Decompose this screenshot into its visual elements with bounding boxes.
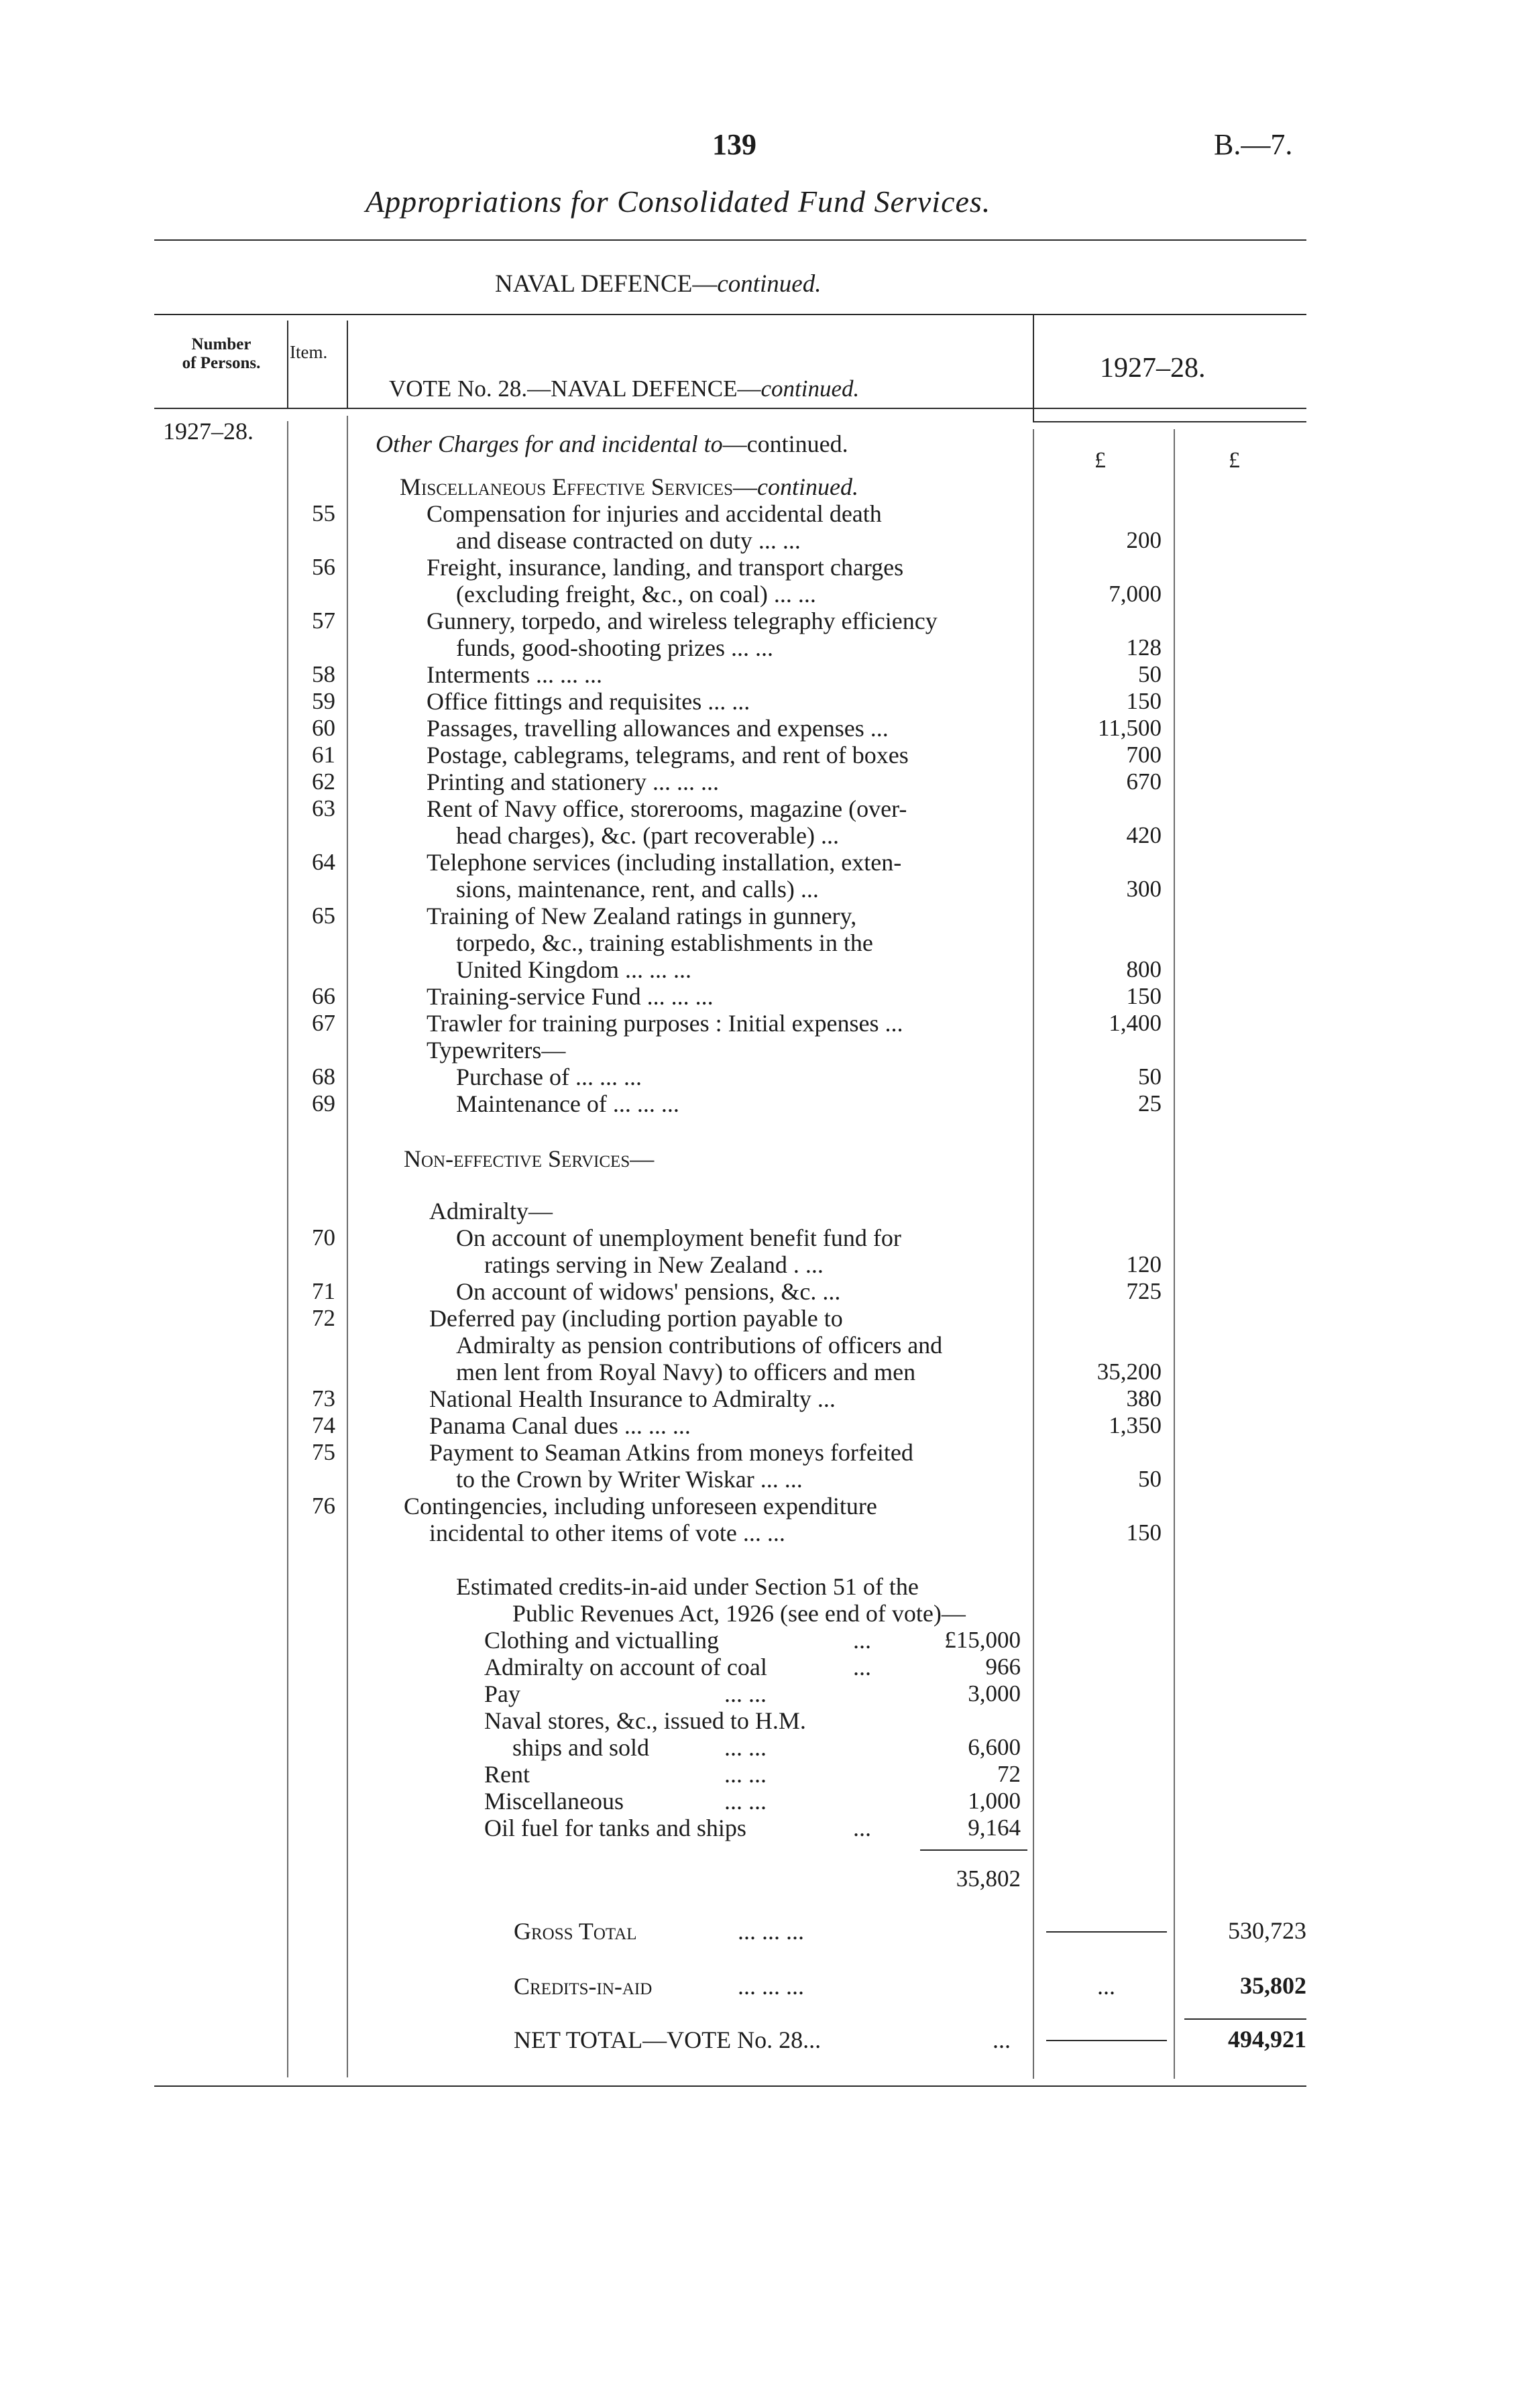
item-text: Deferred pay (including portion payable to <box>429 1305 843 1332</box>
credit-leader: ... <box>853 1815 871 1841</box>
gross-total-value: 530,723 <box>1228 1917 1306 1944</box>
credits-intro: Public Revenues Act, 1926 (see end of vote)— <box>512 1600 966 1627</box>
item-text: sions, maintenance, rent, and calls) ... <box>456 876 819 903</box>
gross-total-dash <box>1046 1931 1167 1933</box>
column-rule <box>287 321 288 409</box>
credit-value: 9,164 <box>968 1815 1021 1841</box>
credit-leader: ... <box>853 1627 871 1654</box>
page-title: Appropriations for Consolidated Fund Services. <box>365 184 991 219</box>
footer-rule <box>154 2085 1306 2087</box>
credit-label: ships and sold <box>512 1734 650 1761</box>
misc-effective-suffix: continued. <box>756 473 858 500</box>
item-amount: 128 <box>1126 634 1162 661</box>
section-rule <box>154 314 1306 315</box>
section-suffix: continued. <box>717 270 822 298</box>
credit-value: £15,000 <box>944 1627 1021 1653</box>
column-rule <box>1033 315 1034 422</box>
item-number: 72 <box>312 1305 335 1331</box>
credit-value: 966 <box>985 1654 1021 1680</box>
item-text: head charges), &c. (part recoverable) ... <box>456 822 840 849</box>
item-number: 71 <box>312 1278 335 1304</box>
item-text: Payment to Seaman Atkins from moneys forfeited <box>429 1439 913 1466</box>
item-amount: 380 <box>1126 1385 1162 1412</box>
credit-label: Rent <box>484 1761 530 1788</box>
net-total-dash <box>1046 2040 1167 2041</box>
typewriters-heading: Typewriters— <box>427 1037 566 1064</box>
credit-leader: ... ... <box>724 1734 767 1761</box>
item-text: On account of unemployment benefit fund for <box>456 1224 901 1251</box>
item-text: Training of New Zealand ratings in gunnery, <box>427 903 857 929</box>
vote-title <box>389 376 859 402</box>
credit-value: 1,000 <box>968 1788 1021 1814</box>
item-text: On account of widows' pensions, &c. ... <box>456 1278 841 1305</box>
item-number: 73 <box>312 1385 335 1412</box>
item-text: incidental to other items of vote ... ... <box>429 1520 785 1546</box>
item-text: Gunnery, torpedo, and wireless telegraphy efficiency <box>427 608 938 634</box>
credit-leader: ... <box>853 1654 871 1680</box>
credit-leader: ... ... <box>724 1788 767 1815</box>
item-amount: 25 <box>1138 1090 1162 1116</box>
item-number: 74 <box>312 1412 335 1438</box>
column-rule <box>1174 429 1175 2079</box>
credit-value: 6,600 <box>968 1734 1021 1760</box>
item-text: Compensation for injuries and accidental death <box>427 500 882 527</box>
item-number: 62 <box>312 768 335 795</box>
item-amount: 50 <box>1138 1064 1162 1090</box>
persons-year: 1927–28. <box>163 418 253 445</box>
credits-in-aid-label: Credits-in-aid <box>514 1973 653 2000</box>
column-rule <box>1033 429 1034 2079</box>
credits-sum: 35,802 <box>956 1866 1021 1892</box>
item-text: Printing and stationery ... ... ... <box>427 768 719 795</box>
item-text: Training-service Fund ... ... ... <box>427 983 714 1010</box>
net-total-label: NET TOTAL—VOTE No. 28... <box>514 2026 822 2053</box>
item-amount: 800 <box>1126 956 1162 982</box>
item-amount: 50 <box>1138 1466 1162 1492</box>
item-number: 60 <box>312 715 335 741</box>
item-number: 67 <box>312 1010 335 1036</box>
other-charges-suffix: —continued. <box>722 431 848 457</box>
net-total-value: 494,921 <box>1228 2026 1306 2053</box>
credits-sum-rule <box>920 1849 1027 1851</box>
item-amount: 420 <box>1126 822 1162 848</box>
item-text: Freight, insurance, landing, and transport charges <box>427 554 904 581</box>
item-text: Interments ... ... ... <box>427 661 602 688</box>
item-amount: 150 <box>1126 983 1162 1009</box>
header-rule <box>154 239 1306 241</box>
column-rule <box>287 421 288 2077</box>
credit-leader: ... ... <box>724 1680 767 1707</box>
item-amount: 11,500 <box>1098 715 1162 741</box>
vote-title-suffix: continued. <box>760 376 860 402</box>
item-amount: 300 <box>1126 876 1162 902</box>
item-text: Panama Canal dues ... ... ... <box>429 1412 691 1439</box>
item-text: ratings serving in New Zealand . ... <box>484 1251 824 1278</box>
page-number: 139 <box>712 128 756 161</box>
item-amount: 200 <box>1126 527 1162 553</box>
item-text: Purchase of ... ... ... <box>456 1064 642 1090</box>
item-amount: 50 <box>1138 661 1162 687</box>
currency-symbol-left: £ <box>1094 448 1106 473</box>
other-charges-heading <box>376 431 848 457</box>
credit-label: Oil fuel for tanks and ships <box>484 1815 746 1841</box>
credit-label: Clothing and victualling <box>484 1627 719 1654</box>
item-number: 59 <box>312 688 335 714</box>
credits-intro: Estimated credits-in-aid under Section 51 of the <box>456 1573 919 1600</box>
item-text: Office fittings and requisites ... ... <box>427 688 750 715</box>
item-text: Passages, travelling allowances and expenses ... <box>427 715 889 742</box>
column-rule <box>347 416 348 2077</box>
item-text: Contingencies, including unforeseen expenditure <box>404 1493 877 1520</box>
item-text: funds, good-shooting prizes ... ... <box>456 634 773 661</box>
item-text: Maintenance of ... ... ... <box>456 1090 679 1117</box>
credit-label: Admiralty on account of coal <box>484 1654 767 1680</box>
item-text: United Kingdom ... ... ... <box>456 956 691 983</box>
item-amount: 7,000 <box>1109 581 1162 607</box>
net-total-leader: ... <box>993 2026 1011 2053</box>
credit-label: Pay <box>484 1680 520 1707</box>
item-amount: 35,200 <box>1096 1359 1162 1385</box>
header-bottom-rule <box>154 408 1306 409</box>
item-number: 65 <box>312 903 335 929</box>
misc-effective-heading <box>400 473 858 500</box>
item-number: 76 <box>312 1493 335 1519</box>
item-amount: 700 <box>1126 742 1162 768</box>
item-text: and disease contracted on duty ... ... <box>456 527 801 554</box>
item-number: 61 <box>312 742 335 768</box>
document-reference: B.—7. <box>1214 128 1293 161</box>
item-text: Admiralty as pension contributions of officers and <box>456 1332 943 1359</box>
credit-value: 3,000 <box>968 1680 1021 1707</box>
section-name: NAVAL DEFENCE <box>495 270 693 298</box>
item-amount: 725 <box>1126 1278 1162 1304</box>
item-text: National Health Insurance to Admiralty ... <box>429 1385 836 1412</box>
item-text: torpedo, &c., training establishments in the <box>456 929 873 956</box>
credit-value: 72 <box>997 1761 1021 1787</box>
item-text: Rent of Navy office, storerooms, magazine (over- <box>427 795 907 822</box>
item-header: Item. <box>290 342 328 362</box>
vote-title-text: VOTE No. 28.—NAVAL DEFENCE— <box>389 376 761 402</box>
item-text: (excluding freight, &c., on coal) ... ... <box>456 581 816 608</box>
item-number: 69 <box>312 1090 335 1116</box>
item-amount: 670 <box>1126 768 1162 795</box>
column-rule <box>347 321 348 409</box>
credits-in-aid-mid: ... <box>1097 1973 1115 2000</box>
currency-symbol-right: £ <box>1229 448 1240 473</box>
item-number: 66 <box>312 983 335 1009</box>
credit-label: Miscellaneous <box>484 1788 624 1815</box>
year-header: 1927–28. <box>1100 353 1206 384</box>
admiralty-heading: Admiralty— <box>429 1198 553 1224</box>
item-text: men lent from Royal Navy) to officers and men <box>456 1359 916 1385</box>
item-number: 56 <box>312 554 335 580</box>
item-number: 75 <box>312 1439 335 1465</box>
item-text: to the Crown by Writer Wiskar ... ... <box>456 1466 803 1493</box>
misc-effective-text: Miscellaneous Effective Services— <box>400 473 757 500</box>
item-amount: 150 <box>1126 688 1162 714</box>
item-number: 68 <box>312 1064 335 1090</box>
year-bottom-rule <box>1033 421 1306 422</box>
item-number: 70 <box>312 1224 335 1251</box>
item-text: Postage, cablegrams, telegrams, and rent of boxes <box>427 742 909 768</box>
other-charges-text: Other Charges for and incidental to <box>376 431 723 457</box>
credit-label: Naval stores, &c., issued to H.M. <box>484 1707 806 1734</box>
item-number: 55 <box>312 500 335 526</box>
item-amount: 1,400 <box>1109 1010 1162 1036</box>
item-number: 63 <box>312 795 335 821</box>
credits-in-aid-value: 35,802 <box>1240 1972 1306 1999</box>
item-number: 57 <box>312 608 335 634</box>
credits-in-aid-leader: ... ... ... <box>738 1973 804 2000</box>
item-number: 58 <box>312 661 335 687</box>
credit-leader: ... ... <box>724 1761 767 1788</box>
item-amount: 1,350 <box>1109 1412 1162 1438</box>
item-number: 64 <box>312 849 335 875</box>
item-text: Telephone services (including installation, exten- <box>427 849 902 876</box>
item-amount: 150 <box>1126 1520 1162 1546</box>
section-heading: NAVAL DEFENCE—continued. <box>495 270 822 298</box>
non-effective-heading: Non-effective Services— <box>404 1145 655 1172</box>
item-amount: 120 <box>1126 1251 1162 1277</box>
gross-total-label: Gross Total <box>514 1918 637 1945</box>
item-text: Trawler for training purposes : Initial expenses ... <box>427 1010 903 1037</box>
gross-total-leader: ... ... ... <box>738 1918 804 1945</box>
number-of-persons-header: Number of Persons. <box>182 335 261 372</box>
net-total-top-rule <box>1184 2018 1306 2020</box>
